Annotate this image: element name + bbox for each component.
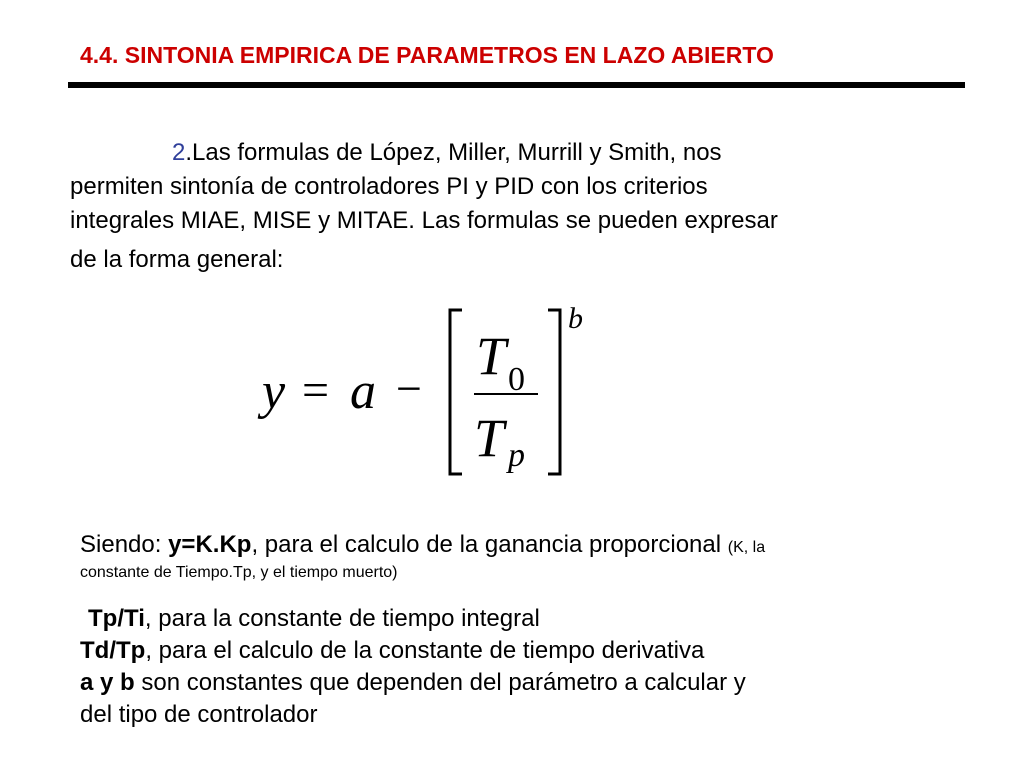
definition-1-term: Tp/Ti: [88, 605, 145, 632]
intro-line-4: de la forma general:: [70, 246, 284, 273]
intro-line-1: [70, 136, 950, 170]
formula-y: y: [262, 363, 286, 420]
intro-line-1-text: .Las formulas de López, Miller, Murrill y Smith, nos: [185, 139, 722, 166]
definition-3: [80, 667, 960, 699]
definition-4: del tipo de controlador: [80, 701, 318, 728]
siendo-line-2: constante de Tiempo.Tp, y el tiempo muerto): [80, 564, 398, 581]
formula-equals: =: [302, 364, 330, 417]
denominator-subscript: p: [508, 437, 525, 474]
slide-title: 4.4. SINTONIA EMPIRICA DE PARAMETROS EN LAZO ABIERTO: [80, 42, 774, 68]
definition-2: [80, 635, 960, 667]
right-bracket: [548, 310, 560, 474]
definition-2-text: , para el calculo de la constante de tiempo derivativa: [145, 637, 705, 664]
numerator-T: T: [476, 326, 507, 386]
title-underline: [68, 82, 965, 88]
formula-minus: −: [396, 363, 422, 414]
definition-1: [80, 603, 960, 635]
siendo-bold-term: y=K.Kp: [168, 531, 252, 558]
general-formula: [250, 296, 610, 486]
siendo-small-note: (K, la: [727, 539, 766, 556]
numerator-subscript: 0: [508, 361, 525, 398]
intro-paragraph: [70, 136, 950, 277]
formula-a: a: [350, 363, 376, 420]
siendo-paragraph: [80, 530, 960, 583]
intro-line-3: integrales MIAE, MISE y MITAE. Las formulas se pueden expresar: [70, 207, 778, 234]
siendo-prefix: Siendo:: [80, 531, 169, 558]
item-number: 2: [172, 139, 186, 166]
definition-3-term: a y b: [80, 669, 135, 696]
intro-line-2: permiten sintonía de controladores PI y PID con los criterios: [70, 173, 708, 200]
left-bracket: [450, 310, 462, 474]
siendo-rest: , para el calculo de la ganancia proporcional: [251, 531, 728, 558]
definition-3-text: son constantes que dependen del parámetro a calcular y: [134, 669, 746, 696]
denominator-T: T: [474, 408, 505, 468]
definitions-block: [80, 603, 960, 731]
formula-exponent: b: [568, 302, 583, 335]
definition-1-text: , para la constante de tiempo integral: [144, 605, 540, 632]
definition-2-term: Td/Tp: [80, 637, 146, 664]
